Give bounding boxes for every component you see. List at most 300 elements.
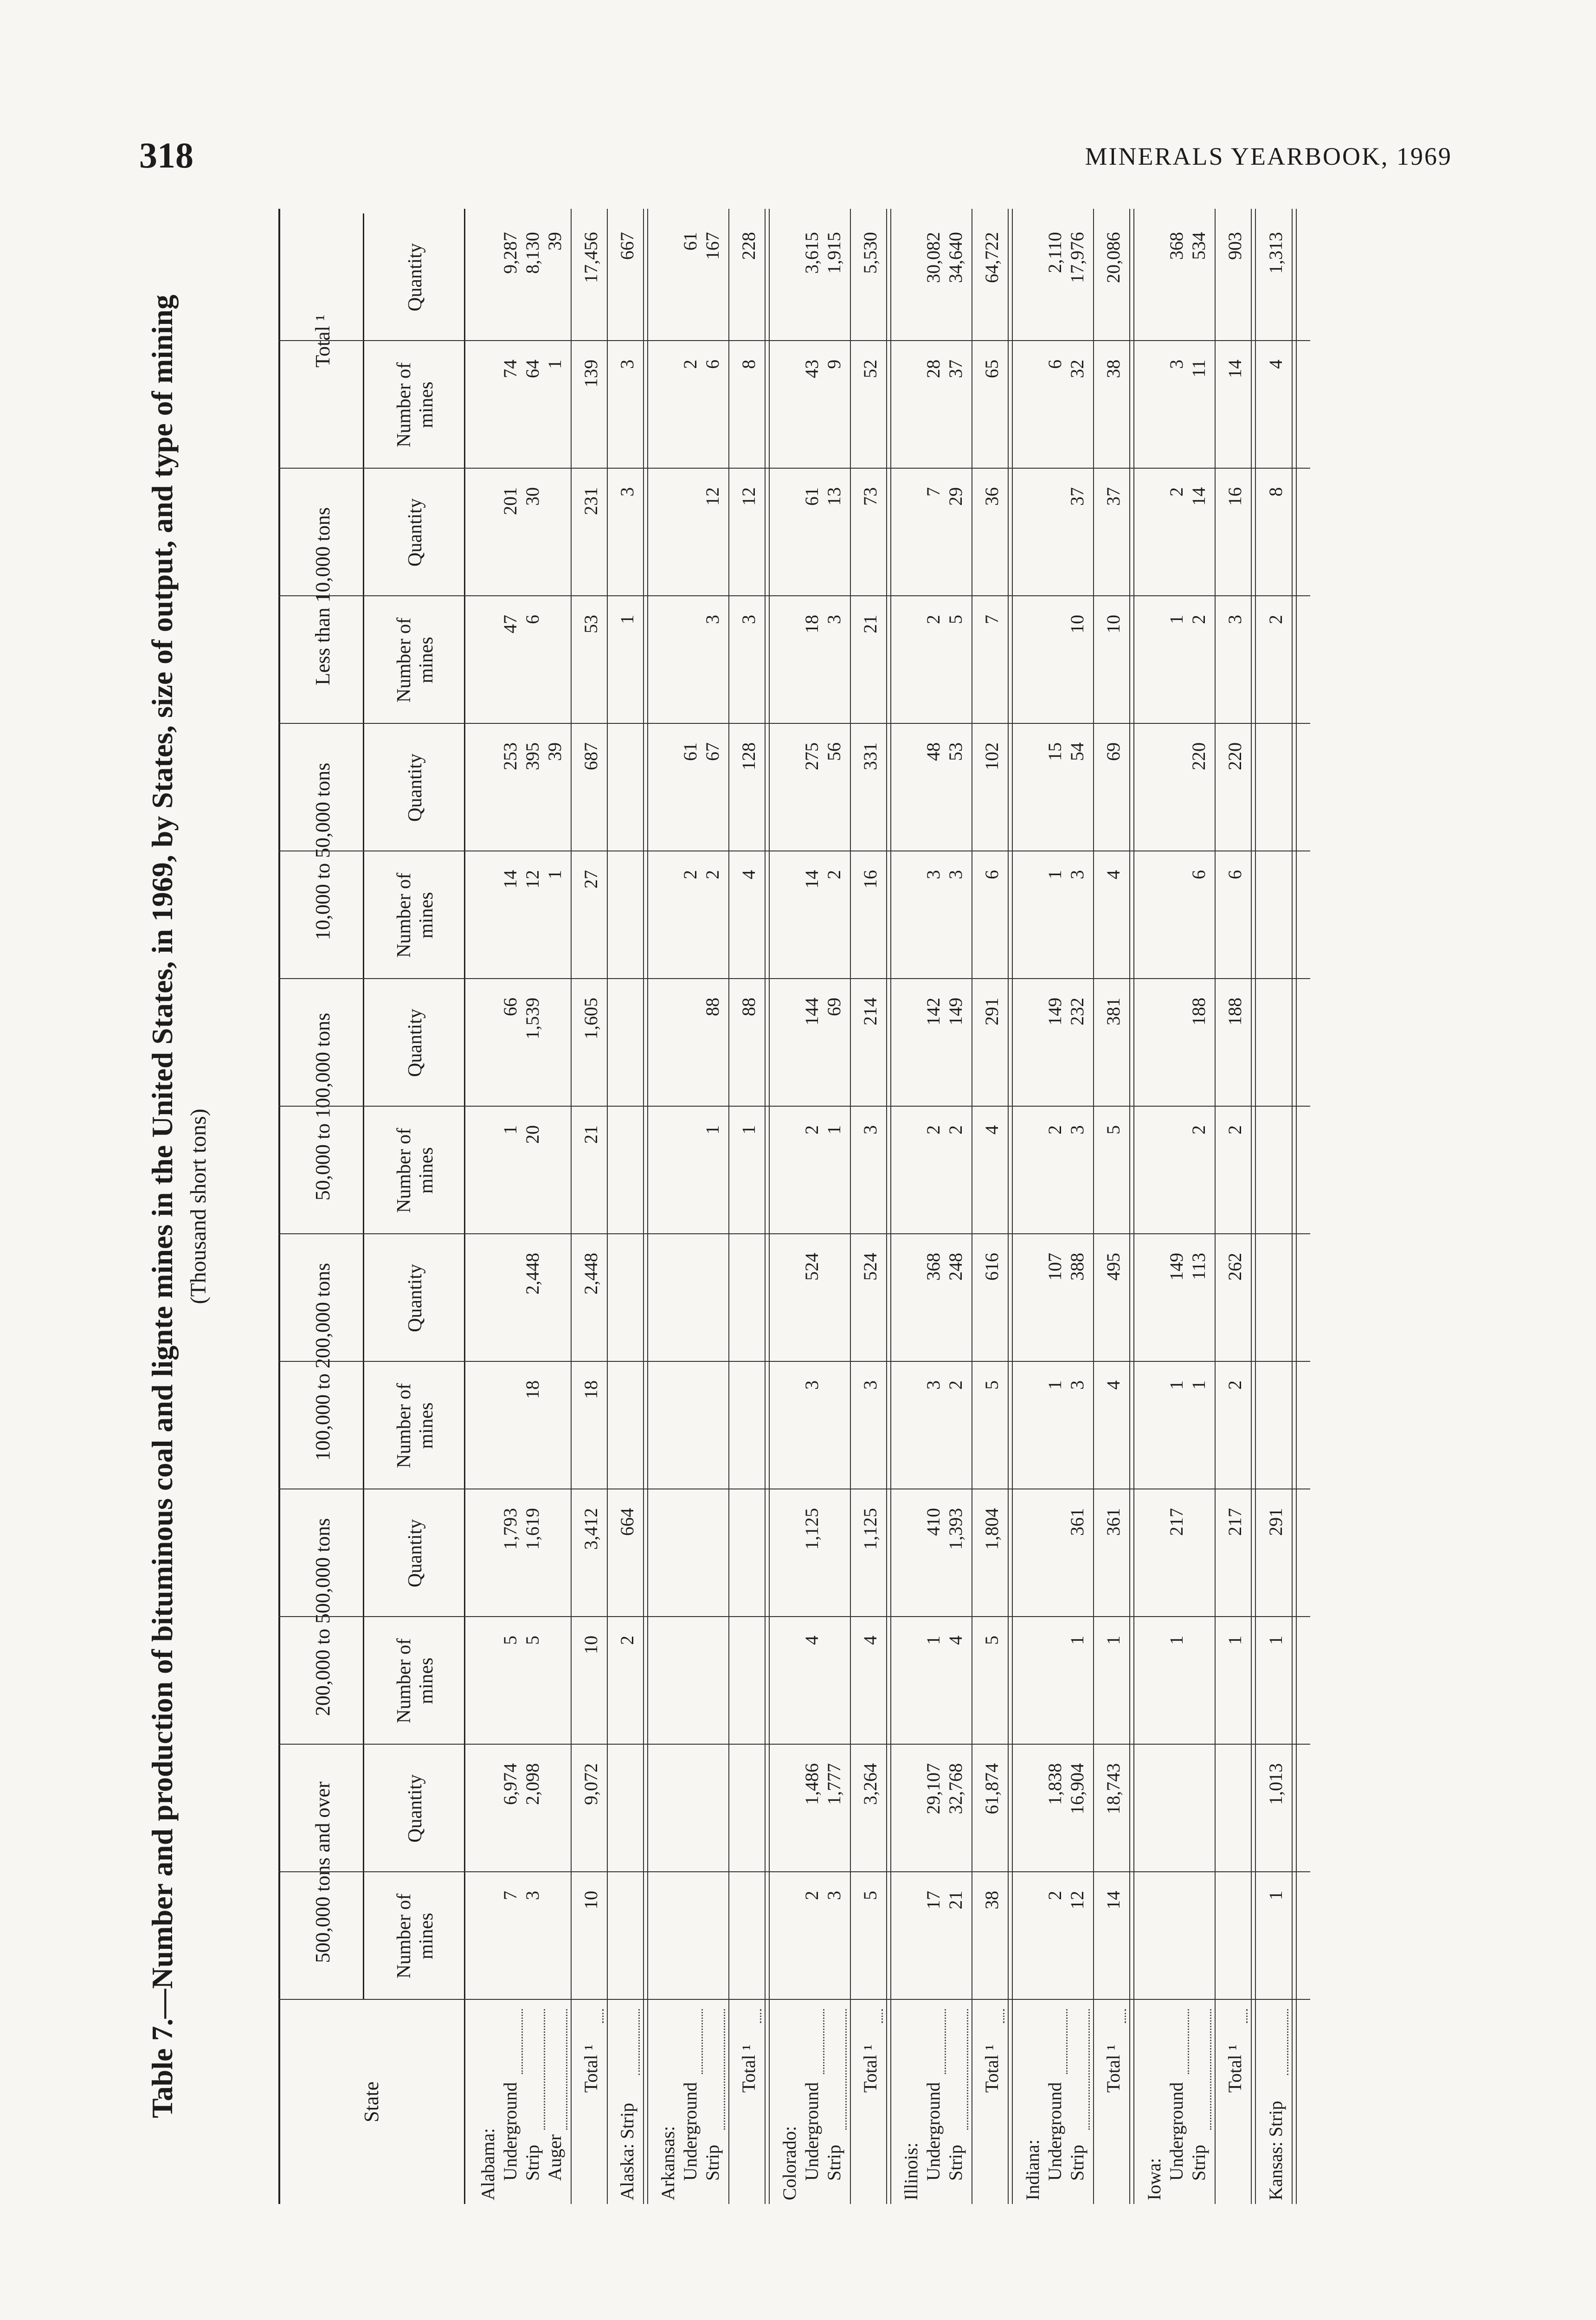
number-of-mines-header: Number of mines: [393, 1893, 437, 1979]
quantity-cell: 188: [1188, 998, 1209, 1025]
table-row: [1165, 209, 1188, 2204]
quantity-cell: 664: [617, 1508, 637, 1536]
quantity-cell: 73: [860, 487, 881, 506]
quantity-cell: 388: [1067, 1253, 1088, 1281]
number-of-mines-cell: 139: [580, 360, 601, 387]
number-of-mines-cell: 1: [617, 615, 637, 624]
double-rule: [1008, 209, 1013, 2204]
number-of-mines-cell: 16: [860, 870, 881, 889]
quantity-cell: 69: [1103, 742, 1124, 761]
number-of-mines-cell: 38: [1103, 360, 1124, 378]
number-of-mines-header: Number of mines: [393, 362, 437, 448]
quantity-cell: 66: [500, 998, 521, 1016]
number-of-mines-cell: 2: [1188, 615, 1209, 624]
single-rule: [1093, 209, 1094, 2204]
double-rule: [643, 209, 648, 2204]
leader-dots: [616, 2009, 640, 2075]
number-of-mines-cell: 1: [1044, 870, 1065, 879]
table-row: [801, 209, 823, 2204]
number-of-mines-cell: 6: [1224, 870, 1245, 879]
number-of-mines-cell: 2: [1265, 615, 1286, 624]
number-of-mines-cell: 14: [1103, 1891, 1124, 1909]
column-rule: [278, 468, 1310, 469]
number-of-mines-cell: 6: [702, 360, 723, 369]
quantity-cell: 214: [860, 998, 881, 1025]
quantity-cell: 113: [1188, 1253, 1209, 1280]
number-of-mines-cell: 3: [738, 615, 759, 624]
column-rule: [278, 340, 1310, 341]
state-label: Underground: [801, 2082, 822, 2181]
quantity-cell: 1,125: [801, 1508, 822, 1550]
state-label: Underground: [680, 2082, 701, 2181]
column-rule: [278, 1999, 1310, 2000]
state-label: Alaska: Strip: [617, 2103, 637, 2200]
double-rule: [765, 209, 770, 2204]
quantity-cell: 29: [945, 487, 966, 506]
quantity-cell: 3,615: [801, 232, 822, 274]
table-row: [1066, 209, 1088, 2204]
state-label: Total ¹: [860, 2044, 881, 2093]
quantity-cell: 1,804: [981, 1508, 1002, 1550]
table-row: [981, 209, 1003, 2204]
table-row: [580, 209, 602, 2204]
number-of-mines-cell: 3: [1067, 1125, 1088, 1134]
number-of-mines-cell: 20: [522, 1125, 543, 1144]
number-of-mines-cell: 52: [860, 360, 881, 378]
number-of-mines-cell: 65: [981, 360, 1002, 378]
number-of-mines-cell: 7: [981, 615, 1002, 624]
state-label: Total ¹: [580, 2044, 601, 2093]
quantity-cell: 13: [824, 487, 844, 506]
state-label: Underground: [500, 2082, 521, 2181]
quantity-cell: 32,768: [945, 1763, 966, 1814]
single-rule: [850, 209, 851, 2204]
quantity-cell: 2,110: [1044, 232, 1065, 273]
number-of-mines-cell: 1: [1044, 1380, 1065, 1390]
table-row: [1188, 209, 1210, 2204]
quantity-cell: 29,107: [923, 1763, 944, 1814]
quantity-cell: 8: [1265, 487, 1286, 496]
number-of-mines-cell: 10: [580, 1636, 601, 1654]
quantity-cell: 167: [702, 232, 723, 260]
leader-dots: [859, 2009, 883, 2023]
number-of-mines-cell: 21: [580, 1125, 601, 1144]
number-of-mines-cell: 3: [801, 1380, 822, 1390]
table-row: [521, 209, 544, 2204]
number-of-mines-cell: 2: [1188, 1125, 1209, 1134]
state-label: Kansas: Strip: [1265, 2101, 1286, 2200]
table-row: [823, 209, 845, 2204]
number-of-mines-cell: 4: [860, 1636, 881, 1645]
table-row: [1102, 209, 1125, 2204]
table-row: [616, 209, 638, 2204]
state-label: Total ¹: [981, 2044, 1002, 2093]
number-of-mines-cell: 4: [738, 870, 759, 879]
quantity-cell: 17,456: [580, 232, 601, 283]
number-of-mines-cell: 3: [923, 870, 944, 879]
state-label: Illinois:: [901, 2142, 921, 2200]
number-of-mines-cell: 2: [1224, 1125, 1245, 1134]
quantity-cell: 2,448: [522, 1253, 543, 1295]
leader-dots: [679, 2009, 703, 2074]
state-label: Colorado:: [779, 2126, 800, 2200]
state-label: Strip: [522, 2145, 543, 2181]
table-row: [1224, 209, 1246, 2204]
leader-dots: [922, 2009, 946, 2074]
quantity-cell: 61,874: [981, 1763, 1002, 1814]
quantity-cell: 231: [580, 487, 601, 515]
quantity-cell: 217: [1166, 1508, 1187, 1536]
number-of-mines-cell: 64: [522, 360, 543, 378]
state-label: Strip: [824, 2145, 844, 2181]
table-row: [1265, 209, 1287, 2204]
number-of-mines-cell: 5: [1103, 1125, 1124, 1134]
number-of-mines-cell: 74: [500, 360, 521, 378]
quantity-cell: 67: [702, 742, 723, 761]
number-of-mines-cell: 2: [923, 1125, 944, 1134]
number-of-mines-cell: 14: [801, 870, 822, 889]
leader-dots: [1224, 2009, 1248, 2023]
quantity-cell: 361: [1103, 1508, 1124, 1536]
number-of-mines-cell: 2: [801, 1891, 822, 1900]
quantity-cell: 220: [1188, 742, 1209, 770]
table-row: [738, 209, 760, 2204]
number-of-mines-cell: 3: [923, 1380, 944, 1390]
quantity-header: Quantity: [405, 243, 426, 311]
leader-dots: [738, 2009, 761, 2023]
group-header: 100,000 to 200,000 tons: [283, 1234, 364, 1489]
number-of-mines-cell: 1: [1265, 1636, 1286, 1645]
quantity-cell: 30: [522, 487, 543, 506]
number-of-mines-cell: 3: [945, 870, 966, 879]
quantity-cell: 61: [680, 742, 701, 761]
number-of-mines-cell: 1: [738, 1125, 759, 1134]
quantity-cell: 524: [860, 1253, 881, 1281]
table-row: [701, 209, 724, 2204]
number-of-mines-cell: 1: [1265, 1891, 1286, 1900]
number-of-mines-cell: 12: [522, 870, 543, 889]
quantity-cell: 61: [801, 487, 822, 506]
leader-dots: [1102, 2009, 1126, 2023]
state-label: Iowa:: [1144, 2158, 1165, 2200]
number-of-mines-cell: 1: [923, 1636, 944, 1645]
state-label: Strip: [1067, 2145, 1088, 2181]
state-label: Alabama:: [477, 2128, 498, 2200]
quantity-cell: 2,448: [580, 1253, 601, 1295]
quantity-cell: 1,605: [580, 998, 601, 1039]
quantity-cell: 1,013: [1265, 1763, 1286, 1805]
number-of-mines-cell: 5: [981, 1636, 1002, 1645]
quantity-cell: 88: [702, 998, 723, 1016]
quantity-cell: 88: [738, 998, 759, 1016]
column-rule: [278, 1871, 1310, 1872]
leader-dots: [580, 2009, 604, 2023]
number-of-mines-cell: 5: [500, 1636, 521, 1645]
table-row: [477, 209, 499, 2204]
number-of-mines-cell: 3: [824, 615, 844, 624]
quantity-cell: 54: [1067, 742, 1088, 761]
number-of-mines-cell: 43: [801, 360, 822, 378]
leader-dots: [521, 2009, 545, 2130]
number-of-mines-cell: 10: [580, 1891, 601, 1909]
state-column-header: State: [360, 2082, 383, 2122]
table-row: [779, 209, 801, 2204]
number-of-mines-cell: 2: [680, 870, 701, 879]
quantity-cell: 2,098: [522, 1763, 543, 1805]
quantity-cell: 12: [702, 487, 723, 506]
column-rule: [278, 1233, 1310, 1234]
number-of-mines-cell: 1: [702, 1125, 723, 1134]
number-of-mines-cell: 1: [544, 870, 565, 879]
number-of-mines-cell: 18: [801, 615, 822, 633]
quantity-cell: 381: [1103, 998, 1124, 1025]
page-number: 318: [139, 135, 193, 175]
group-header: Less than 10,000 tons: [283, 469, 364, 724]
number-of-mines-cell: 18: [522, 1380, 543, 1399]
quantity-cell: 18,743: [1103, 1763, 1124, 1814]
page-header: [139, 135, 1452, 190]
number-of-mines-cell: 14: [1224, 360, 1245, 378]
leader-dots: [1188, 2009, 1211, 2130]
quantity-cell: 102: [981, 742, 1002, 770]
quantity-cell: 61: [680, 232, 701, 251]
leader-dots: [701, 2009, 725, 2130]
leader-dots: [1165, 2009, 1189, 2074]
quantity-cell: 48: [923, 742, 944, 761]
quantity-cell: 616: [981, 1253, 1002, 1281]
column-rule: [278, 978, 1310, 979]
quantity-cell: 30,082: [923, 232, 944, 283]
number-of-mines-cell: 12: [1067, 1891, 1088, 1909]
state-label: Strip: [1188, 2145, 1209, 2181]
quantity-cell: 2: [1166, 487, 1187, 496]
column-rule: [278, 1361, 1310, 1362]
number-of-mines-cell: 3: [860, 1380, 881, 1390]
state-label: Arkansas:: [657, 2126, 678, 2200]
number-of-mines-cell: 11: [1188, 360, 1209, 378]
number-of-mines-cell: 18: [580, 1380, 601, 1399]
quantity-cell: 228: [738, 232, 759, 260]
quantity-cell: 34,640: [945, 232, 966, 283]
table-row: [679, 209, 701, 2204]
coal-mines-table: [278, 209, 1310, 2204]
quantity-cell: 232: [1067, 998, 1088, 1025]
leader-dots: [981, 2009, 1004, 2023]
quantity-cell: 291: [981, 998, 1002, 1025]
quantity-cell: 201: [500, 487, 521, 515]
quantity-header: Quantity: [405, 1009, 426, 1077]
double-rule: [886, 209, 891, 2204]
number-of-mines-cell: 4: [1103, 870, 1124, 879]
leader-dots: [945, 2009, 968, 2130]
number-of-mines-cell: 2: [824, 870, 844, 879]
number-of-mines-cell: 10: [1067, 615, 1088, 633]
quantity-cell: 253: [500, 742, 521, 770]
quantity-cell: 9,072: [580, 1763, 601, 1805]
state-label: Strip: [945, 2145, 966, 2181]
group-header: 50,000 to 100,000 tons: [283, 979, 364, 1234]
quantity-cell: 39: [544, 232, 565, 251]
double-rule: [1251, 209, 1256, 2204]
state-label: Strip: [702, 2145, 723, 2181]
leader-dots: [823, 2009, 847, 2130]
table-subtitle: (Thousand short tons): [186, 1108, 211, 1304]
table-caption: [144, 209, 211, 2204]
number-of-mines-cell: 5: [522, 1636, 543, 1645]
quantity-cell: 410: [923, 1508, 944, 1536]
number-of-mines-cell: 2: [702, 870, 723, 879]
number-of-mines-cell: 2: [1044, 1125, 1065, 1134]
number-of-mines-cell: 3: [1166, 360, 1187, 369]
number-of-mines-cell: 21: [860, 615, 881, 633]
single-rule: [607, 209, 608, 2204]
table-row: [1143, 209, 1165, 2204]
quantity-header: Quantity: [405, 1774, 426, 1843]
quantity-cell: 107: [1044, 1253, 1065, 1281]
number-of-mines-cell: 32: [1067, 360, 1088, 378]
state-label: Total ¹: [1224, 2044, 1245, 2093]
quantity-cell: 149: [1044, 998, 1065, 1025]
number-of-mines-cell: 6: [981, 870, 1002, 879]
double-rule: [1129, 209, 1134, 2204]
state-label: Total ¹: [738, 2044, 759, 2093]
quantity-cell: 56: [824, 742, 844, 761]
number-of-mines-cell: 4: [981, 1125, 1002, 1134]
number-of-mines-cell: 2: [923, 615, 944, 624]
quantity-cell: 17,976: [1067, 232, 1088, 283]
number-of-mines-cell: 1: [500, 1125, 521, 1134]
quantity-cell: 149: [945, 998, 966, 1025]
number-of-mines-cell: 1: [1103, 1636, 1124, 1645]
quantity-cell: 7: [923, 487, 944, 496]
state-label: Underground: [1044, 2082, 1065, 2181]
number-of-mines-cell: 27: [580, 870, 601, 889]
quantity-cell: 149: [1166, 1253, 1187, 1281]
single-rule: [1215, 209, 1216, 2204]
number-of-mines-cell: 2: [945, 1125, 966, 1134]
quantity-cell: 8,130: [522, 232, 543, 274]
quantity-cell: 39: [544, 742, 565, 761]
number-of-mines-cell: 3: [617, 360, 637, 369]
table-row: [1022, 209, 1044, 2204]
quantity-cell: 331: [860, 742, 881, 770]
quantity-cell: 1,393: [945, 1508, 966, 1550]
number-of-mines-cell: 10: [1103, 615, 1124, 633]
quantity-cell: 36: [981, 487, 1002, 506]
quantity-cell: 1,793: [500, 1508, 521, 1550]
state-label: Underground: [923, 2082, 944, 2181]
quantity-cell: 524: [801, 1253, 822, 1281]
quantity-cell: 687: [580, 742, 601, 770]
number-of-mines-cell: 4: [945, 1636, 966, 1645]
leader-dots: [801, 2009, 824, 2074]
number-of-mines-cell: 1: [824, 1125, 844, 1134]
table-row: [1044, 209, 1066, 2204]
column-rule: [278, 595, 1310, 596]
number-of-mines-header: Number of mines: [393, 617, 437, 703]
quantity-cell: 248: [945, 1253, 966, 1281]
table-row: [945, 209, 967, 2204]
number-of-mines-cell: 8: [738, 360, 759, 369]
number-of-mines-cell: 2: [801, 1125, 822, 1134]
leader-dots: [1265, 2009, 1288, 2075]
leader-dots: [1044, 2009, 1068, 2074]
number-of-mines-header: Number of mines: [393, 1128, 437, 1213]
quantity-cell: 217: [1224, 1508, 1245, 1536]
number-of-mines-cell: 1: [1188, 1380, 1209, 1390]
quantity-cell: 15: [1044, 742, 1065, 761]
quantity-cell: 1,777: [824, 1763, 844, 1805]
quantity-header: Quantity: [405, 498, 426, 567]
number-of-mines-cell: 37: [945, 360, 966, 378]
column-rule: [278, 1106, 1310, 1107]
quantity-cell: 262: [1224, 1253, 1245, 1281]
quantity-cell: 220: [1224, 742, 1245, 770]
quantity-cell: 291: [1265, 1508, 1286, 1536]
number-of-mines-cell: 1: [544, 360, 565, 369]
number-of-mines-cell: 3: [1224, 615, 1245, 624]
quantity-cell: 128: [738, 742, 759, 770]
number-of-mines-cell: 2: [1044, 1891, 1065, 1900]
quantity-cell: 20,086: [1103, 232, 1124, 283]
quantity-cell: 37: [1067, 487, 1088, 506]
state-label: Indiana:: [1022, 2139, 1043, 2200]
quantity-cell: 6,974: [500, 1763, 521, 1805]
number-of-mines-cell: 38: [981, 1891, 1002, 1909]
state-label: Underground: [1166, 2082, 1187, 2181]
number-of-mines-cell: 5: [945, 615, 966, 624]
quantity-cell: 1,619: [522, 1508, 543, 1550]
table-row: [499, 209, 521, 2204]
column-rule: [278, 1616, 1310, 1617]
quantity-cell: 3,264: [860, 1763, 881, 1805]
quantity-cell: 64,722: [981, 232, 1002, 283]
table-header: [278, 209, 465, 2204]
quantity-cell: 37: [1103, 487, 1124, 506]
number-of-mines-cell: 1: [1166, 1636, 1187, 1645]
number-of-mines-cell: 1: [1067, 1636, 1088, 1645]
quantity-cell: 3,412: [580, 1508, 601, 1550]
quantity-cell: 1,838: [1044, 1763, 1065, 1805]
number-of-mines-cell: 1: [1224, 1636, 1245, 1645]
state-label: Total ¹: [1103, 2044, 1124, 2093]
number-of-mines-cell: 6: [1188, 870, 1209, 879]
quantity-cell: 1,125: [860, 1508, 881, 1550]
number-of-mines-cell: 3: [824, 1891, 844, 1900]
number-of-mines-cell: 7: [500, 1891, 521, 1900]
number-of-mines-cell: 2: [680, 360, 701, 369]
number-of-mines-header: Number of mines: [393, 872, 437, 958]
running-head: MINERALS YEARBOOK, 1969: [1085, 142, 1452, 170]
table-row: [544, 209, 566, 2204]
leader-dots: [544, 2009, 567, 2130]
group-header: 10,000 to 50,000 tons: [283, 724, 364, 979]
quantity-header: Quantity: [405, 1519, 426, 1587]
group-header: 500,000 tons and over: [283, 1745, 364, 2000]
quantity-cell: 16,904: [1067, 1763, 1088, 1814]
quantity-cell: 667: [617, 232, 637, 260]
rotated-table-block: [144, 209, 1286, 2204]
state-label: Auger: [544, 2134, 565, 2181]
quantity-cell: 144: [801, 998, 822, 1025]
quantity-cell: 5,530: [860, 232, 881, 274]
column-rule: [278, 723, 1310, 724]
quantity-cell: 1,915: [824, 232, 844, 274]
number-of-mines-cell: 14: [500, 870, 521, 889]
quantity-cell: 368: [1166, 232, 1187, 260]
number-of-mines-cell: 2: [1224, 1380, 1245, 1390]
table-row: [900, 209, 922, 2204]
